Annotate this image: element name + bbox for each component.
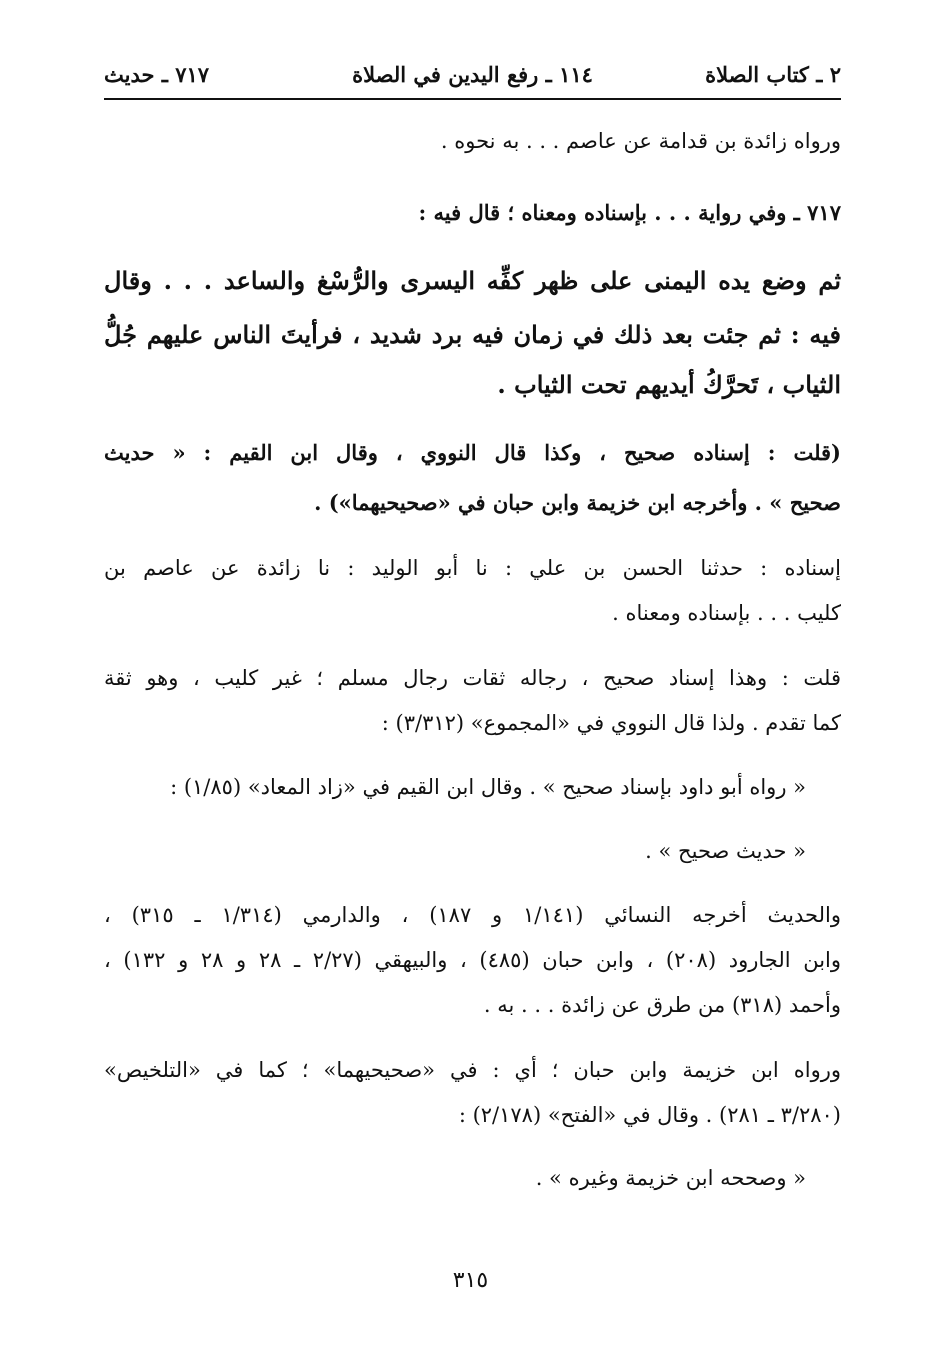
header-chapter: ٢ ـ كتاب الصلاة [705, 62, 841, 87]
takhrij-line: ورواه ابن خزيمة وابن حبان ؛ أي : في «صحيحيهما» ؛ كما في «التلخيص» [104, 1058, 841, 1082]
grading-line: (قلت : إسناده صحيح ، وكذا قال النووي ، وقال ابن القيم : « حديث [104, 440, 841, 465]
commentary-line: كما تقدم . ولذا قال النووي في «المجموع» (٣/٣١٢) : [381, 711, 841, 735]
isnad-line: كليب . . . بإسناده ومعناه . [612, 601, 841, 625]
isnad-line: إسناده : حدثنا الحسن بن علي : نا أبو الوليد : نا زائدة عن عاصم بن [104, 556, 841, 580]
header-hadith-number: ٧١٧ ـ حديث [104, 62, 210, 87]
hadith-text-line: فيه : ثم جئت بعد ذلك في زمان فيه برد شديد ، فرأيتَ الناس عليهم جُلُّ [104, 320, 841, 349]
page-number: ٣١٥ [452, 1268, 489, 1293]
hadith-text-line: ثم وضع يده اليمنى على ظهر كفِّه اليسرى والرُّسْغ والساعد . . . وقال [104, 266, 842, 295]
text-line: ورواه زائدة بن قدامة عن عاصم . . . به نحوه . [440, 129, 841, 153]
quote-line: « حديث صحيح » . [645, 839, 806, 863]
takhrij-line: وأحمد (٣١٨) من طرق عن زائدة . . . به . [483, 993, 841, 1017]
quote-line: « رواه أبو داود بإسناد صحيح » . وقال ابن القيم في «زاد المعاد» (١/٨٥) : [170, 775, 806, 799]
header-section: ١١٤ ـ رفع اليدين في الصلاة [352, 62, 593, 87]
takhrij-line: والحديث أخرجه النسائي (١/١٤١ و ١٨٧) ، والدارمي (١/٣١٤ ـ ٣١٥) ، [104, 903, 841, 927]
grading-line: صحيح » . وأخرجه ابن خزيمة وابن حبان في «صحيحيهما») . [314, 490, 841, 515]
takhrij-line: وابن الجارود (٢٠٨) ، وابن حبان (٤٨٥) ، والبيهقي (٢/٢٧ ـ ٢٨ و ٢٨ و ١٣٢) ، [104, 948, 842, 972]
hadith-text-line: الثياب ، تَحرَّكُ أيديهم تحت الثياب . [497, 370, 841, 399]
hadith-heading: ٧١٧ ـ وفي رواية . . . بإسناده ومعناه ؛ قال فيه : [418, 200, 841, 225]
running-header [104, 58, 841, 100]
commentary-line: قلت : وهذا إسناد صحيح ، رجاله ثقات رجال مسلم ؛ غير كليب ، وهو ثقة [104, 666, 841, 690]
takhrij-line: (٣/٢٨٠ ـ ٢٨١) . وقال في «الفتح» (٢/١٧٨) : [458, 1103, 841, 1127]
quote-line: « وصححه ابن خزيمة وغيره » . [535, 1166, 806, 1190]
